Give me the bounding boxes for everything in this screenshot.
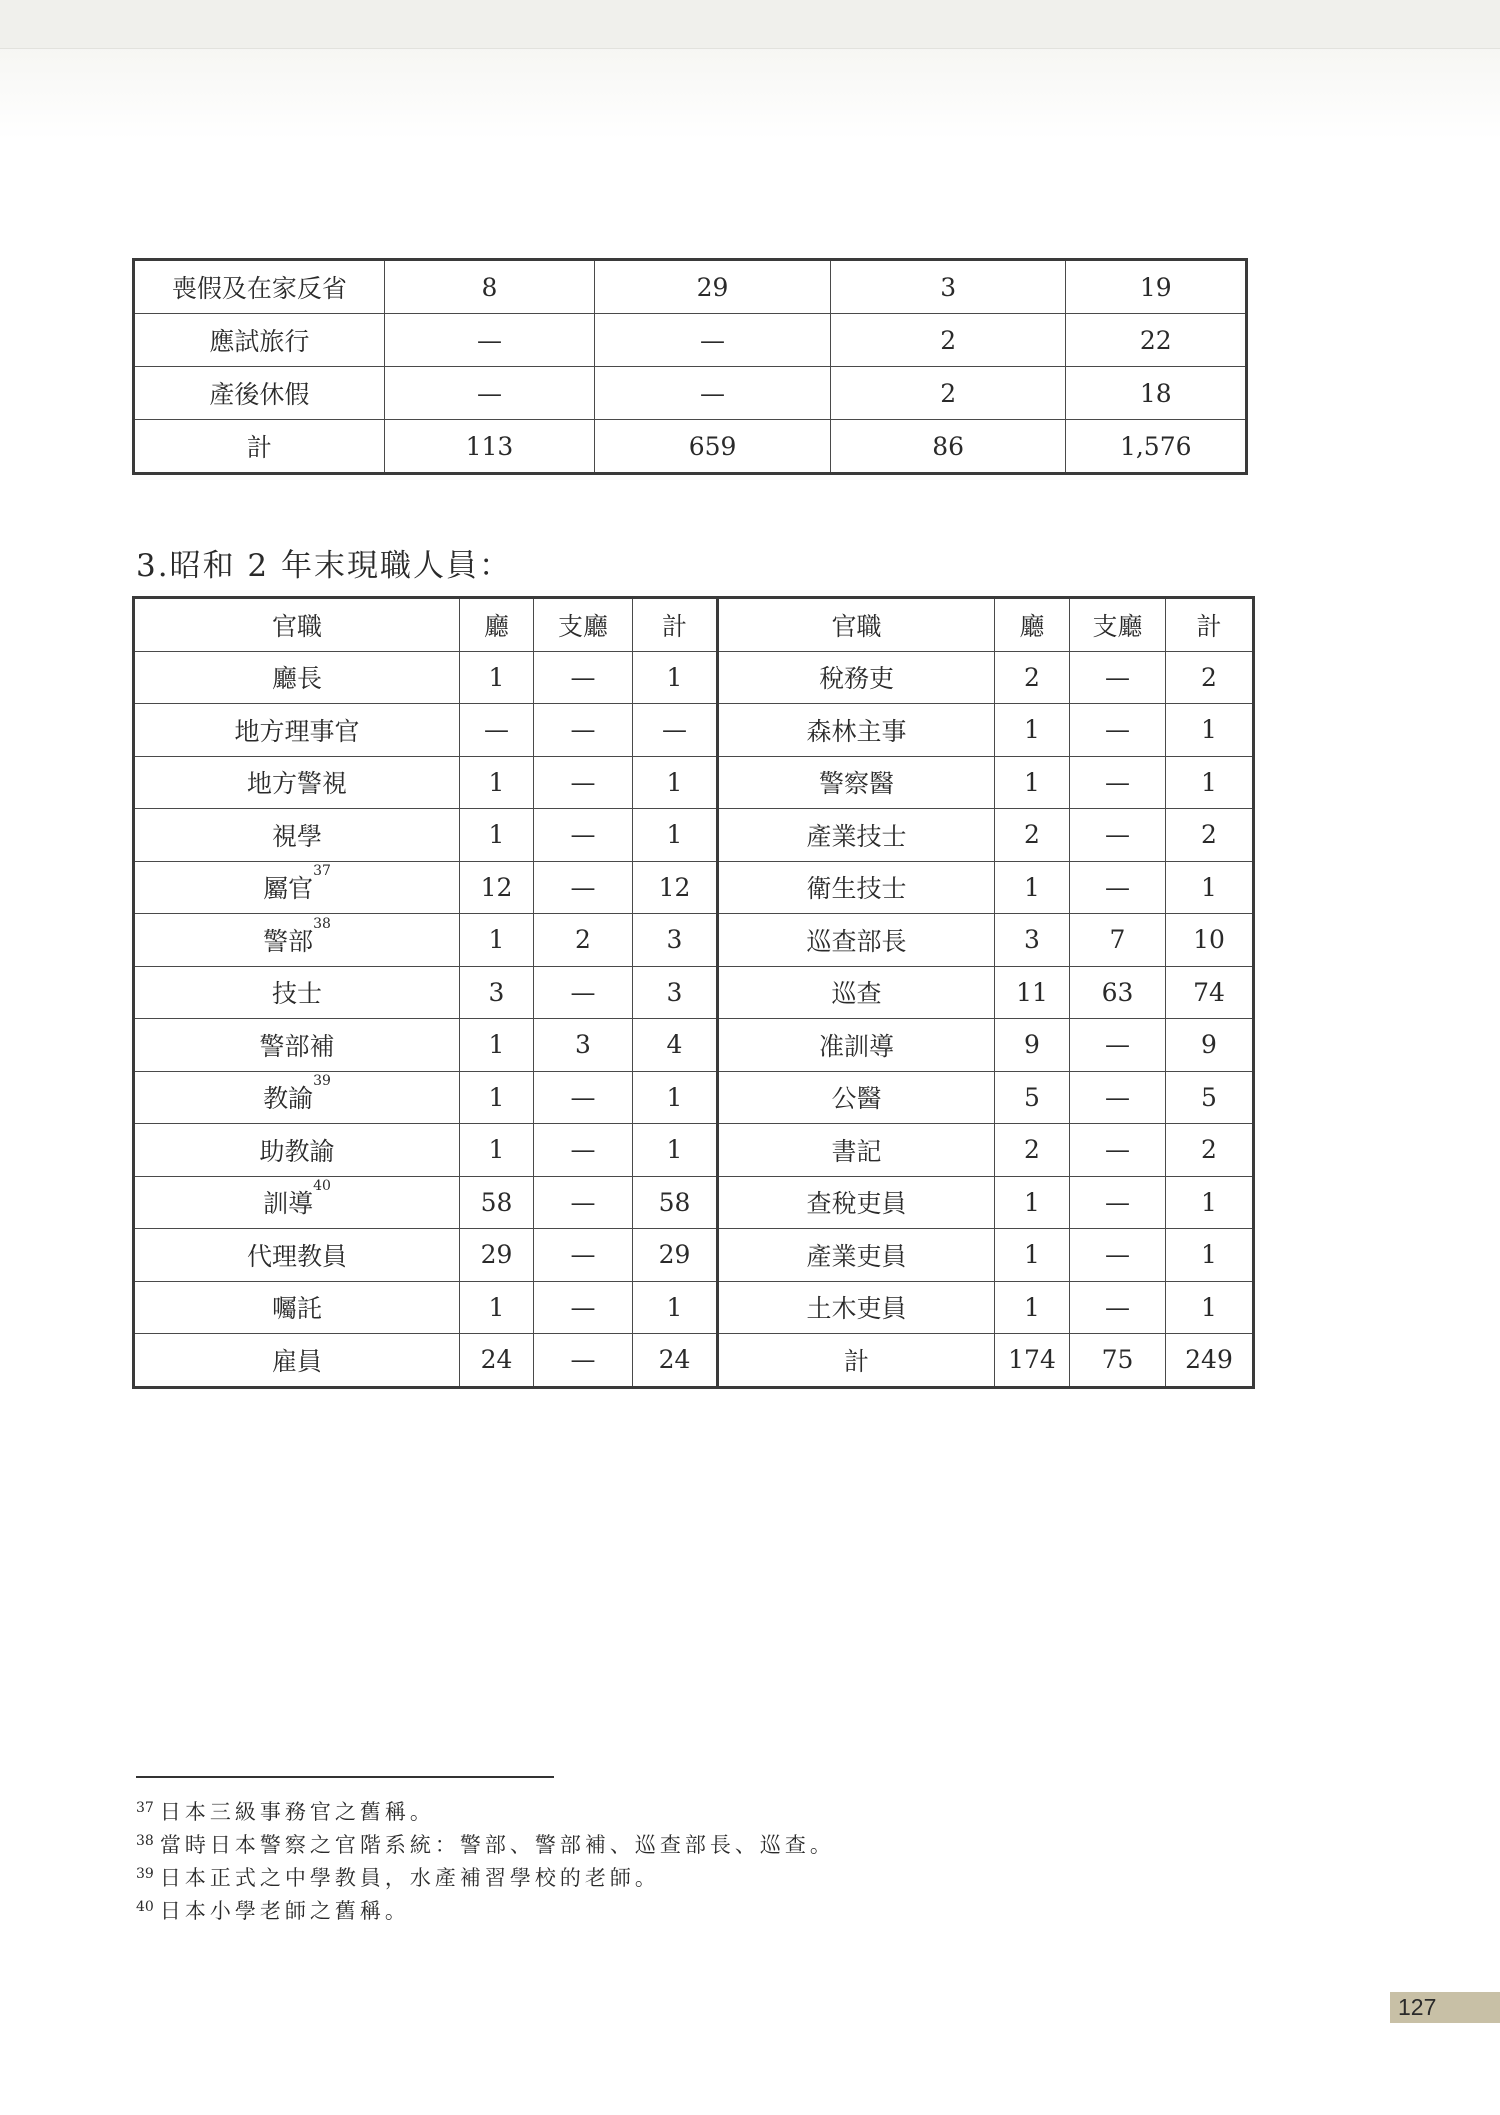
table-row <box>718 914 1254 967</box>
row-value: 18 <box>1066 367 1247 420</box>
row-value: 86 <box>830 420 1066 474</box>
staff-table-left <box>132 596 719 1389</box>
branch-count: — <box>1070 1019 1166 1072</box>
row-value: 19 <box>1066 260 1247 314</box>
branch-count: — <box>1070 651 1166 704</box>
table-row <box>134 651 718 704</box>
office-count: 1 <box>995 756 1070 809</box>
table-row <box>134 367 1247 420</box>
office-count: 1 <box>460 1124 534 1177</box>
row-value: 22 <box>1066 314 1247 367</box>
section-title: 3.昭和 2 年末現職人員： <box>136 548 513 584</box>
total-count: 5 <box>1166 1071 1254 1124</box>
position-name: 地方理事官 <box>234 716 360 746</box>
table-row <box>134 1229 718 1282</box>
table-row <box>134 756 718 809</box>
header-position: 官職 <box>134 598 460 652</box>
position-name: 地方警視 <box>246 769 347 799</box>
position-name: 助教諭 <box>259 1136 335 1166</box>
position-name: 計 <box>718 1334 995 1388</box>
staff-table-right-header <box>718 598 1254 652</box>
position-cell <box>134 651 460 704</box>
total-count: 1 <box>1166 756 1254 809</box>
leave-statistics-table <box>132 258 1248 475</box>
branch-count: — <box>534 861 633 914</box>
total-count: 1 <box>633 651 718 704</box>
position-name: 屬官 <box>263 874 314 904</box>
footnote-number: 37 <box>136 1800 154 1816</box>
footnote-text: 日本小學老師之舊稱。 <box>159 1899 410 1923</box>
branch-count: — <box>1070 704 1166 757</box>
office-count: 29 <box>460 1229 534 1282</box>
row-value: — <box>595 314 831 367</box>
branch-count: 75 <box>1070 1334 1166 1388</box>
position-cell <box>134 1124 460 1177</box>
position-cell <box>134 1176 460 1229</box>
table-row <box>134 420 1247 474</box>
total-count: 58 <box>633 1176 718 1229</box>
footnote-number: 40 <box>136 1899 154 1915</box>
table-row <box>134 704 718 757</box>
header-total: 計 <box>1166 598 1254 652</box>
table-row <box>718 756 1254 809</box>
office-count: — <box>460 704 534 757</box>
position-name: 警察醫 <box>718 756 995 809</box>
office-count: 5 <box>995 1071 1070 1124</box>
total-count: 3 <box>633 914 718 967</box>
table-row <box>134 809 718 862</box>
page-number: 127 <box>1390 1992 1500 2023</box>
office-count: 1 <box>460 1281 534 1334</box>
position-cell <box>134 1334 460 1388</box>
staff-table-left-body <box>134 651 718 1387</box>
position-cell <box>134 966 460 1019</box>
position-name: 產業吏員 <box>718 1229 995 1282</box>
table-row <box>134 1071 718 1124</box>
footnote-number: 39 <box>136 1866 154 1882</box>
table-row <box>718 1071 1254 1124</box>
row-label: 應試旅行 <box>134 314 385 367</box>
staff-table-right <box>716 596 1255 1389</box>
position-cell <box>134 756 460 809</box>
row-value: 659 <box>595 420 831 474</box>
position-name: 產業技士 <box>718 809 995 862</box>
total-count: 1 <box>1166 861 1254 914</box>
position-cell <box>134 914 460 967</box>
footnote-marker: 37 <box>313 863 331 880</box>
branch-count: — <box>1070 861 1166 914</box>
table-row <box>718 1124 1254 1177</box>
total-count: 74 <box>1166 966 1254 1019</box>
branch-count: — <box>534 1281 633 1334</box>
position-name: 巡查 <box>718 966 995 1019</box>
footnote-item <box>136 1796 835 1829</box>
branch-count: 7 <box>1070 914 1166 967</box>
branch-count: — <box>534 809 633 862</box>
table-row <box>718 1019 1254 1072</box>
total-count: 10 <box>1166 914 1254 967</box>
position-name: 書記 <box>718 1124 995 1177</box>
footnote-divider <box>136 1776 554 1778</box>
row-value: 113 <box>384 420 595 474</box>
office-count: 2 <box>995 1124 1070 1177</box>
position-name: 廳長 <box>271 664 322 694</box>
office-count: 9 <box>995 1019 1070 1072</box>
table-row <box>718 1176 1254 1229</box>
total-count: 24 <box>633 1334 718 1388</box>
office-count: 1 <box>460 1071 534 1124</box>
total-count: 2 <box>1166 651 1254 704</box>
branch-count: — <box>534 704 633 757</box>
total-count: 3 <box>633 966 718 1019</box>
total-count: 1 <box>633 809 718 862</box>
branch-count: — <box>1070 1124 1166 1177</box>
footnote-text: 日本正式之中學教員，水產補習學校的老師。 <box>159 1866 660 1890</box>
office-count: 2 <box>995 809 1070 862</box>
row-label: 產後休假 <box>134 367 385 420</box>
position-name: 稅務吏 <box>718 651 995 704</box>
position-name: 警部 <box>263 926 314 956</box>
position-name: 代理教員 <box>246 1241 347 1271</box>
row-value: 2 <box>830 367 1066 420</box>
staff-table-right-body <box>718 651 1254 1387</box>
total-count: 1 <box>1166 1176 1254 1229</box>
position-name: 視學 <box>271 821 322 851</box>
office-count: 24 <box>460 1334 534 1388</box>
row-value: — <box>384 367 595 420</box>
office-count: 1 <box>995 861 1070 914</box>
table-row <box>718 1334 1254 1388</box>
total-count: 29 <box>633 1229 718 1282</box>
office-count: 2 <box>995 651 1070 704</box>
leave-statistics-body <box>134 260 1247 474</box>
table-row <box>718 966 1254 1019</box>
position-name: 教諭 <box>263 1084 314 1114</box>
header-position: 官職 <box>718 598 995 652</box>
staff-table-left-header <box>134 598 718 652</box>
office-count: 1 <box>460 914 534 967</box>
branch-count: — <box>534 1124 633 1177</box>
branch-count: — <box>534 1176 633 1229</box>
table-row <box>718 861 1254 914</box>
row-label: 喪假及在家反省 <box>134 260 385 314</box>
footnote-item <box>136 1829 835 1862</box>
table-row <box>134 966 718 1019</box>
office-count: 11 <box>995 966 1070 1019</box>
position-name: 公醫 <box>718 1071 995 1124</box>
table-row <box>718 651 1254 704</box>
row-label: 計 <box>134 420 385 474</box>
position-name: 巡查部長 <box>718 914 995 967</box>
header-branch: 支廳 <box>534 598 633 652</box>
table-row <box>718 809 1254 862</box>
table-row <box>718 1281 1254 1334</box>
office-count: 1 <box>995 704 1070 757</box>
table-row <box>134 1334 718 1388</box>
footnote-marker: 39 <box>313 1073 331 1090</box>
position-cell <box>134 1019 460 1072</box>
header-office: 廳 <box>460 598 534 652</box>
footnotes <box>136 1796 835 1928</box>
total-count: 2 <box>1166 809 1254 862</box>
branch-count: — <box>1070 1229 1166 1282</box>
row-value: 3 <box>830 260 1066 314</box>
header-office: 廳 <box>995 598 1070 652</box>
office-count: 1 <box>995 1176 1070 1229</box>
total-count: 1 <box>1166 1281 1254 1334</box>
office-count: 12 <box>460 861 534 914</box>
total-count: 1 <box>1166 1229 1254 1282</box>
office-count: 1 <box>995 1229 1070 1282</box>
table-row <box>134 314 1247 367</box>
position-name: 警部補 <box>259 1031 335 1061</box>
footnote-item <box>136 1895 835 1928</box>
row-value: 29 <box>595 260 831 314</box>
footnote-marker: 40 <box>313 1178 331 1195</box>
total-count: 9 <box>1166 1019 1254 1072</box>
footnote-text: 當時日本警察之官階系統：警部、警部補、巡查部長、巡查。 <box>159 1833 835 1857</box>
position-cell <box>134 809 460 862</box>
footnote-item <box>136 1862 835 1895</box>
table-row <box>718 1229 1254 1282</box>
row-value: 2 <box>830 314 1066 367</box>
branch-count: — <box>534 651 633 704</box>
branch-count: 63 <box>1070 966 1166 1019</box>
office-count: 3 <box>460 966 534 1019</box>
total-count: 249 <box>1166 1334 1254 1388</box>
table-row <box>134 914 718 967</box>
office-count: 1 <box>460 756 534 809</box>
position-name: 土木吏員 <box>718 1281 995 1334</box>
branch-count: 2 <box>534 914 633 967</box>
position-cell <box>134 861 460 914</box>
footnote-marker: 38 <box>313 915 331 932</box>
total-count: 2 <box>1166 1124 1254 1177</box>
position-cell <box>134 1229 460 1282</box>
office-count: 58 <box>460 1176 534 1229</box>
branch-count: — <box>534 1071 633 1124</box>
total-count: 4 <box>633 1019 718 1072</box>
position-name: 衛生技士 <box>718 861 995 914</box>
header-total: 計 <box>633 598 718 652</box>
total-count: 1 <box>633 1124 718 1177</box>
table-row <box>718 704 1254 757</box>
total-count: 1 <box>633 1281 718 1334</box>
office-count: 1 <box>460 809 534 862</box>
branch-count: — <box>1070 809 1166 862</box>
position-cell <box>134 704 460 757</box>
office-count: 1 <box>460 1019 534 1072</box>
header-branch: 支廳 <box>1070 598 1166 652</box>
row-value: 1,576 <box>1066 420 1247 474</box>
branch-count: — <box>1070 1281 1166 1334</box>
total-count: 1 <box>1166 704 1254 757</box>
position-name: 森林主事 <box>718 704 995 757</box>
footnote-number: 38 <box>136 1833 154 1849</box>
table-row <box>134 1281 718 1334</box>
table-row <box>134 1176 718 1229</box>
position-name: 查稅吏員 <box>718 1176 995 1229</box>
branch-count: — <box>1070 1176 1166 1229</box>
office-count: 1 <box>460 651 534 704</box>
row-value: 8 <box>384 260 595 314</box>
table-row <box>134 861 718 914</box>
total-count: 12 <box>633 861 718 914</box>
position-name: 技士 <box>271 979 322 1009</box>
scan-top-strip <box>0 0 1500 49</box>
position-cell <box>134 1071 460 1124</box>
branch-count: — <box>534 966 633 1019</box>
branch-count: — <box>534 1229 633 1282</box>
branch-count: — <box>1070 1071 1166 1124</box>
table-row <box>134 1019 718 1072</box>
position-name: 囑託 <box>271 1294 322 1324</box>
row-value: — <box>595 367 831 420</box>
total-count: 1 <box>633 1071 718 1124</box>
table-row <box>134 260 1247 314</box>
position-name: 准訓導 <box>718 1019 995 1072</box>
office-count: 174 <box>995 1334 1070 1388</box>
branch-count: — <box>1070 756 1166 809</box>
office-count: 1 <box>995 1281 1070 1334</box>
table-row <box>134 1124 718 1177</box>
footnote-text: 日本三級事務官之舊稱。 <box>159 1800 435 1824</box>
total-count: 1 <box>633 756 718 809</box>
row-value: — <box>384 314 595 367</box>
position-cell <box>134 1281 460 1334</box>
branch-count: — <box>534 1334 633 1388</box>
office-count: 3 <box>995 914 1070 967</box>
total-count: — <box>633 704 718 757</box>
branch-count: — <box>534 756 633 809</box>
position-name: 訓導 <box>263 1189 314 1219</box>
position-name: 雇員 <box>271 1346 322 1376</box>
branch-count: 3 <box>534 1019 633 1072</box>
